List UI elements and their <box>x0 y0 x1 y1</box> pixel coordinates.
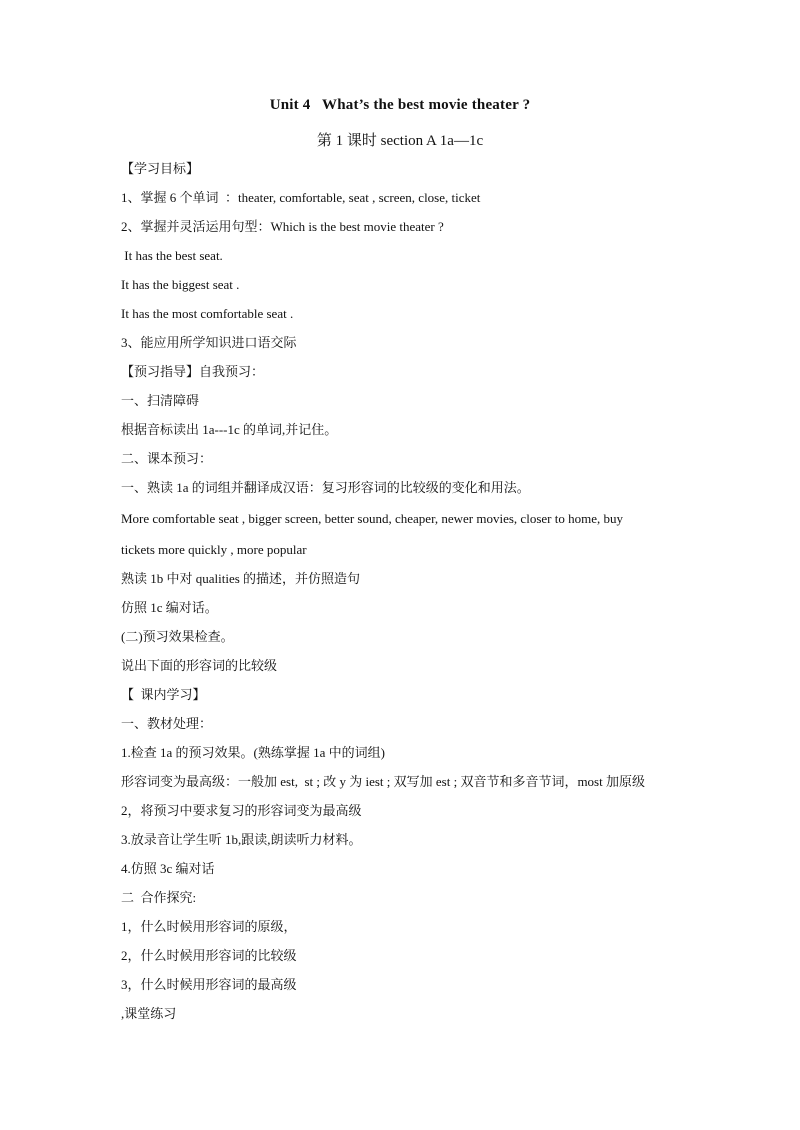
preview-instruction-4: 仿照 1c 编对话。 <box>121 600 218 615</box>
in-class-step-1: 1.检查 1a 的预习效果。(熟练掌握 1a 中的词组) <box>121 745 385 760</box>
in-class-step-3: 3.放录音让学生听 1b,跟读,朗读听力材料。 <box>121 832 362 847</box>
superlative-rule: 形容词变为最高级：一般加 est, st ; 改 y 为 iest ; 双写加 est ; 双音节和多音节词，most 加原级 <box>121 774 645 789</box>
document-title: Unit 4 What’s the best movie theater ? <box>269 97 531 113</box>
preview-check-heading: (二)预习效果检查。 <box>121 629 234 644</box>
preview-instruction-3: 熟读 1b 中对 qualities 的描述，并仿照造句 <box>121 571 361 586</box>
preview-instruction-2: 一、熟读 1a 的词组并翻译成汉语：复习形容词的比较级的变化和用法。 <box>121 480 530 495</box>
preview-part-2: 二、课本预习： <box>121 451 213 466</box>
section-heading-preview: 【预习指导】自我预习： <box>121 364 265 379</box>
section-heading-objectives: 【学习目标】 <box>121 161 200 176</box>
in-class-part-1: 一、教材处理： <box>121 716 213 731</box>
question-1: 1，什么时候用形容词的原级， <box>121 919 297 934</box>
phrase-list-line-1: More comfortable seat , bigger screen, better sound, cheaper, newer movies, closer to home, buy <box>121 511 623 526</box>
in-class-step-4: 4.仿照 3c 编对话 <box>121 861 215 876</box>
preview-part-1: 一、扫清障碍 <box>121 393 200 408</box>
example-sentence-3: It has the most comfortable seat . <box>121 306 294 321</box>
in-class-part-2: 二 合作探究: <box>121 890 197 905</box>
phrase-list-line-2: tickets more quickly , more popular <box>121 542 307 557</box>
objective-3: 3、能应用所学知识进口语交际 <box>121 335 297 350</box>
objective-1: 1、掌握 6 个单词 ：theater, comfortable, seat , screen, close, ticket <box>121 190 481 205</box>
question-3: 3，什么时候用形容词的最高级 <box>121 977 297 992</box>
preview-check-instruction: 说出下面的形容词的比较级 <box>121 658 278 673</box>
in-class-step-2: 2，将预习中要求复习的形容词变为最高级 <box>121 803 362 818</box>
section-heading-in-class: 【 课内学习】 <box>121 687 206 702</box>
question-2: 2，什么时候用形容词的比较级 <box>121 948 297 963</box>
document-subtitle: 第 1 课时 section A 1a—1c <box>316 133 484 149</box>
example-sentence-2: It has the biggest seat . <box>121 277 240 292</box>
objective-2: 2、掌握并灵活运用句型：Which is the best movie theater ? <box>121 219 444 234</box>
preview-instruction-1: 根据音标读出 1a---1c 的单词,并记住。 <box>121 422 338 437</box>
example-sentence-1: It has the best seat. <box>121 248 223 263</box>
class-exercise-heading: ,课堂练习 <box>121 1006 177 1021</box>
